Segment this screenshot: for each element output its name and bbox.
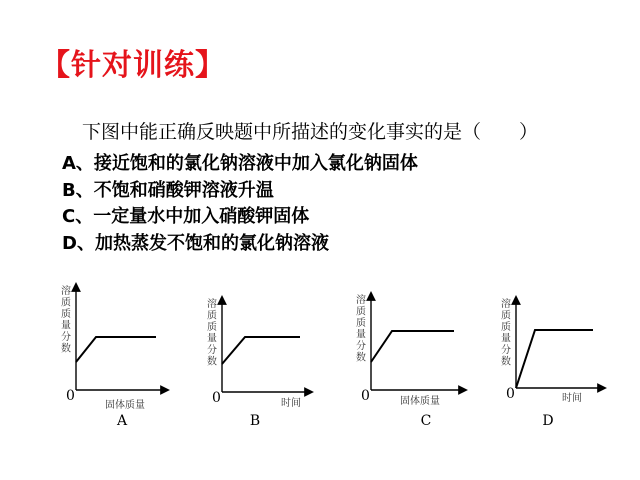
curve-line bbox=[371, 331, 454, 362]
graph-letter: C bbox=[420, 413, 432, 429]
y-axis-label: 溶质质量分数 bbox=[61, 286, 71, 355]
graph-letter: D bbox=[542, 413, 554, 429]
option-c: C、一定量水中加入硝酸钾固体 bbox=[62, 206, 310, 227]
origin-label: 0 bbox=[66, 388, 75, 404]
origin-label: 0 bbox=[506, 386, 515, 402]
option-d: D、加热蒸发不饱和的氯化钠溶液 bbox=[62, 232, 329, 254]
section-title: 【针对训练】 bbox=[40, 48, 226, 83]
graph-d bbox=[501, 297, 605, 429]
curve-line bbox=[222, 337, 300, 364]
x-axis-label: 固体质量 bbox=[105, 400, 145, 411]
y-axis-label: 溶质质量分数 bbox=[356, 295, 366, 364]
graph-c bbox=[356, 293, 466, 429]
graph-b bbox=[207, 297, 312, 429]
option-b: B、不饱和硝酸钾溶液升温 bbox=[62, 179, 274, 201]
curve-line bbox=[76, 337, 156, 362]
y-axis-label: 溶质质量分数 bbox=[501, 299, 511, 368]
y-axis-label: 溶质质量分数 bbox=[207, 299, 217, 368]
question-text: 下图中能正确反映题中所描述的变化事实的是（ ） bbox=[82, 121, 539, 143]
origin-label: 0 bbox=[361, 388, 370, 404]
x-axis-label: 时间 bbox=[562, 393, 582, 404]
graph-letter: A bbox=[116, 413, 128, 429]
option-a: A、接近饱和的氯化钠溶液中加入氯化钠固体 bbox=[62, 153, 418, 174]
x-axis-label: 时间 bbox=[281, 398, 301, 409]
curve-line bbox=[516, 330, 593, 388]
graph-a bbox=[61, 284, 168, 429]
origin-label: 0 bbox=[212, 390, 221, 406]
x-axis-label: 固体质量 bbox=[400, 396, 440, 407]
graph-letter: B bbox=[249, 413, 261, 429]
